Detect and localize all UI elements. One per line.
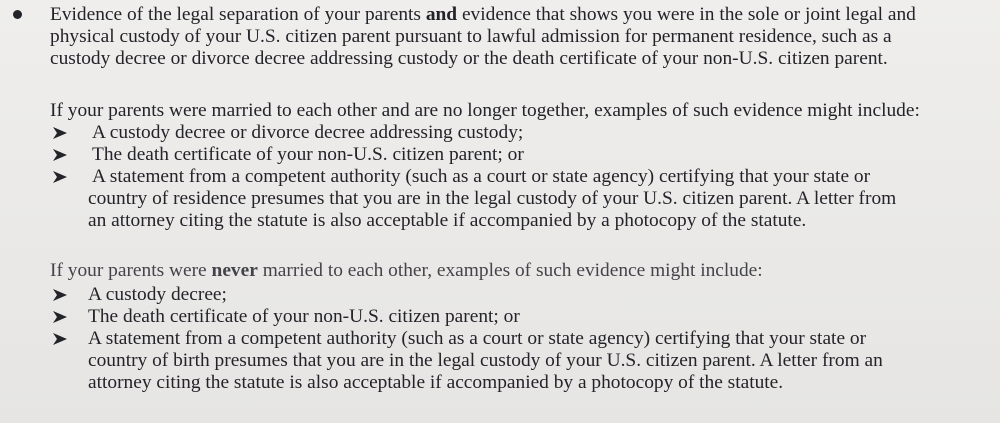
married-item-1: A custody decree or divorce decree addressing custody; bbox=[92, 122, 524, 143]
never-married-item-3-line-2: country of birth presumes that you are in the legal custody of your U.S. citizen parent. A letter from an bbox=[88, 350, 883, 371]
arrowhead-bullet-icon bbox=[52, 170, 68, 184]
text-run: married to each other, examples of such evidence might include: bbox=[257, 260, 763, 281]
married-item-2: The death certificate of your non-U.S. citizen parent; or bbox=[92, 144, 524, 165]
bullet-dot-icon bbox=[13, 10, 22, 19]
arrowhead-bullet-icon bbox=[52, 310, 68, 324]
text-run: If your parents were bbox=[50, 260, 212, 281]
married-item-3-line-1: A statement from a competent authority (such as a court or state agency) certifying that your state or bbox=[92, 166, 871, 187]
text-run: Evidence of the legal separation of your parents bbox=[50, 4, 426, 25]
married-section-intro: If your parents were married to each other and are no longer together, examples of such evidence might include: bbox=[50, 100, 920, 121]
bold-emphasis: never bbox=[211, 260, 258, 281]
main-bullet-line-2: physical custody of your U.S. citizen parent pursuant to lawful admission for permanent residence, such as a bbox=[50, 26, 892, 47]
arrowhead-bullet-icon bbox=[52, 148, 68, 162]
arrowhead-bullet-icon bbox=[52, 126, 68, 140]
never-married-item-3-line-1: A statement from a competent authority (such as a court or state agency) certifying that your state or bbox=[88, 328, 867, 349]
never-married-item-1: A custody decree; bbox=[88, 284, 227, 305]
main-bullet-item bbox=[0, 0, 1000, 70]
never-married-section-intro bbox=[50, 260, 763, 282]
arrowhead-bullet-icon bbox=[52, 288, 68, 302]
bold-emphasis: and bbox=[425, 4, 458, 25]
married-item-3-line-3: an attorney citing the statute is also acceptable if accompanied by a photocopy of the statute. bbox=[88, 210, 807, 231]
never-married-item-2: The death certificate of your non-U.S. citizen parent; or bbox=[88, 306, 520, 327]
main-bullet-line-1 bbox=[50, 4, 916, 26]
married-item-3-line-2: country of residence presumes that you are in the legal custody of your U.S. citizen parent. A letter from bbox=[88, 188, 897, 209]
text-run: evidence that shows you were in the sole or joint legal and bbox=[457, 4, 916, 25]
main-bullet-line-3: custody decree or divorce decree addressing custody or the death certificate of your non-U.S. citizen parent. bbox=[50, 48, 888, 69]
never-married-item-3-line-3: attorney citing the statute is also acceptable if accompanied by a photocopy of the statute. bbox=[88, 372, 784, 393]
arrowhead-bullet-icon bbox=[52, 332, 68, 346]
